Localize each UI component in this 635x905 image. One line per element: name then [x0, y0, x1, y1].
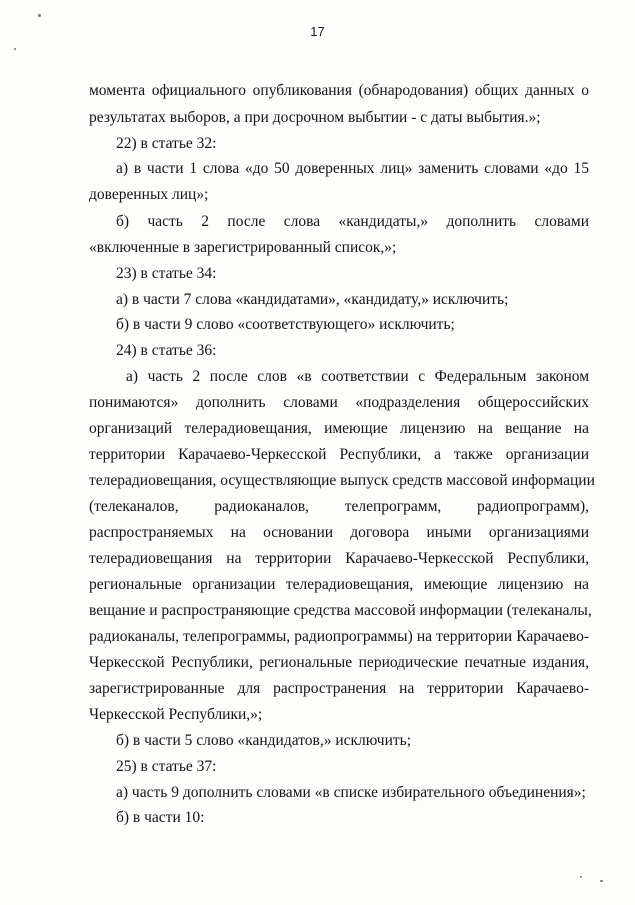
scan-speck	[580, 876, 582, 878]
text-line: 22) в статье 32:	[116, 135, 217, 152]
text-line: «включенные в зарегистрированный список,»;	[89, 239, 397, 256]
text-line: радиоканалы, телепрограммы, радиопрограммы) на территории Карачаево-	[89, 628, 589, 645]
text-line: б) в части 5 слово «кандидатов,» исключить;	[116, 732, 412, 749]
text-line: организаций телерадиовещания, имеющие лицензию на вещание на	[89, 420, 589, 437]
text-line: а) часть 2 после слов «в соответствии с Федеральным законом	[126, 368, 589, 385]
text-line: понимаются» дополнить словами «подразделения общероссийских	[89, 394, 589, 411]
text-line: телерадиовещания, осуществляющие выпуск средств массовой информации	[89, 472, 595, 489]
text-line: доверенных лиц»;	[89, 186, 209, 203]
text-line: б) в части 9 слово «соответствующего» исключить;	[116, 316, 455, 333]
text-line: 23) в статье 34:	[116, 265, 217, 282]
text-line: вещание и распространяющие средства массовой информации (телеканалы,	[89, 602, 592, 619]
text-line: б) в части 10:	[116, 809, 205, 826]
text-line: 25) в статье 37:	[116, 758, 217, 775]
scan-speck	[14, 48, 16, 50]
scan-speck	[600, 880, 603, 882]
text-line: зарегистрированные для распространения на территории Карачаево-	[89, 680, 589, 697]
text-line: Черкесской Республики, региональные периодические печатные издания,	[89, 654, 589, 671]
scan-speck	[38, 14, 41, 17]
text-line: а) в части 1 слова «до 50 доверенных лиц» заменить словами «до 15	[116, 160, 589, 177]
text-line: а) в части 7 слова «кандидатами», «кандидату,» исключить;	[116, 291, 509, 308]
text-line: территории Карачаево-Черкесской Республики, а также организации	[89, 446, 589, 463]
text-line: телерадиовещания на территории Карачаево-Черкесской Республики,	[89, 550, 589, 567]
page-number: 17	[310, 24, 325, 39]
text-line: региональные организации телерадиовещания, имеющие лицензию на	[89, 576, 589, 593]
text-line: (телеканалов, радиоканалов, телепрограмм, радиопрограмм),	[89, 498, 589, 515]
text-line: распространяемых на основании договора иными организациями	[89, 524, 589, 541]
text-line: результатах выборов, а при досрочном выбытии - с даты выбытия.»;	[89, 109, 541, 126]
text-line: Черкесской Республики,»;	[89, 706, 263, 723]
text-line: б) часть 2 после слова «кандидаты,» дополнить словами	[116, 213, 589, 230]
text-line: а) часть 9 дополнить словами «в списке избирательного объединения»;	[116, 784, 586, 801]
text-line: момента официального опубликования (обнародования) общих данных о	[89, 82, 589, 99]
text-line: 24) в статье 36:	[116, 342, 217, 359]
